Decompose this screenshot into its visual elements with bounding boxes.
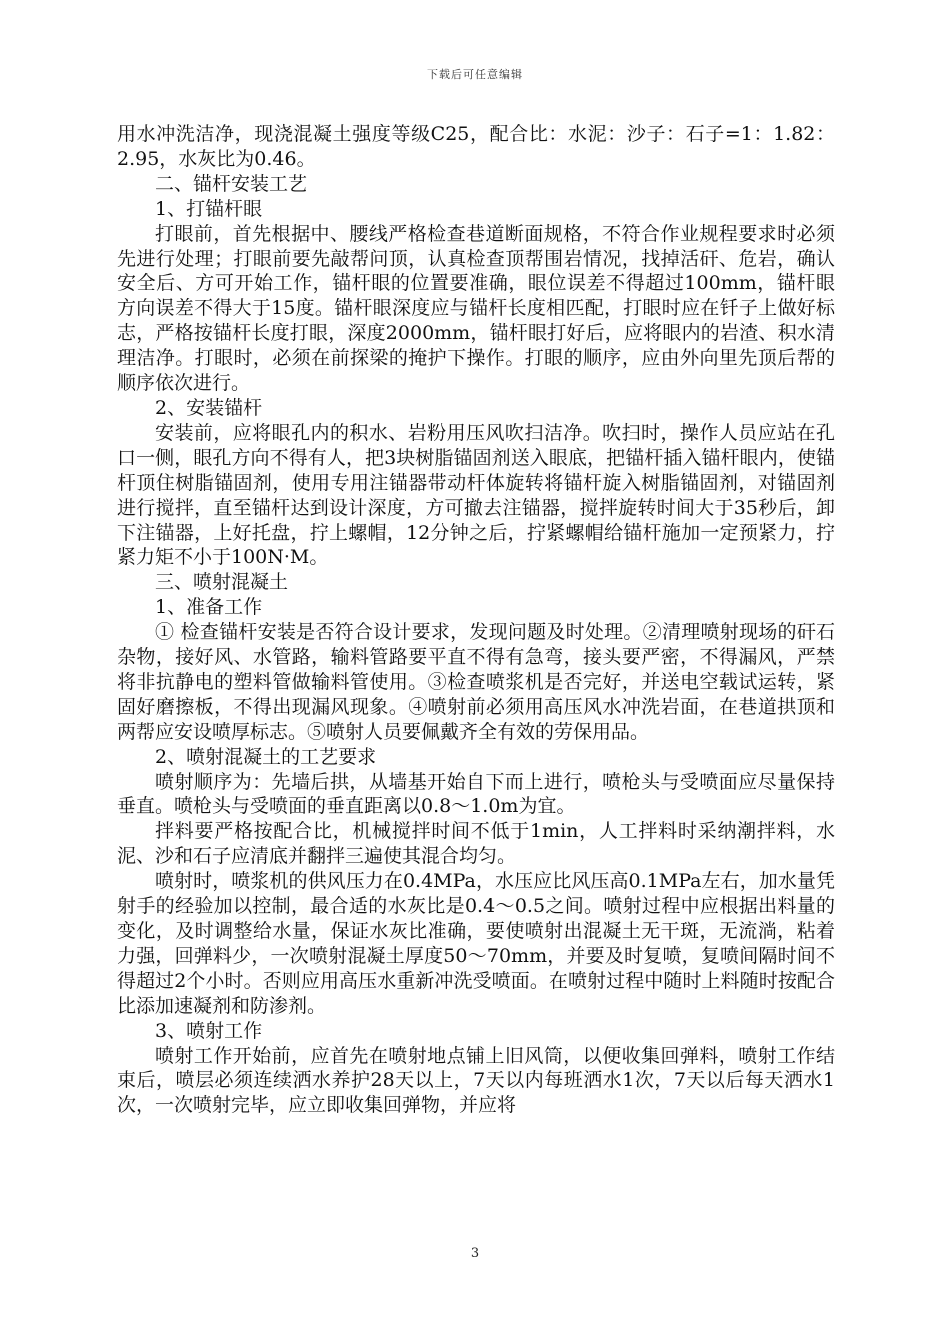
- paragraph: 安装前，应将眼孔内的积水、岩粉用压风吹扫洁净。吹扫时，操作人员应站在孔口一侧，眼孔方向不得有人，把3块树脂锚固剂送入眼底，把锚杆插入锚杆眼内，使锚杆顶住树脂锚固剂，使用专用注锚器带动杆体旋转将锚杆旋入树脂锚固剂，对锚固剂进行搅拌，直至锚杆达到设计深度，方可撤去注锚器，搅拌旋转时间大于35秒后，卸下注锚器，上好托盘，拧上螺帽，12分钟之后，拧紧螺帽给锚杆施加一定预紧力，拧紧力矩不小于100N·M。: [117, 421, 835, 569]
- page-header: 下载后可任意编辑: [427, 68, 523, 81]
- paragraph: 用水冲洗洁净，现浇混凝土强度等级C25，配合比：水泥：沙子：石子=1：1.82：2.95，水灰比为0.46。: [117, 123, 835, 170]
- paragraph: 喷射工作开始前，应首先在喷射地点铺上旧风筒，以便收集回弹料，喷射工作结束后，喷层必须连续洒水养护28天以上，7天以内每班洒水1次，7天以后每天洒水1次，一次喷射完毕，应立即收集回弹物，并应将: [117, 1044, 835, 1117]
- paragraph: 喷射时，喷浆机的供风压力在0.4MPa，水压应比风压高0.1MPa左右，加水量凭射手的经验加以控制，最合适的水灰比是0.4～0.5之间。喷射过程中应根据出料量的变化，及时调整给水量，保证水灰比准确，要使喷射出混凝土无干斑，无流淌，粘着力强，回弹料少，一次喷射混凝土厚度50～70mm，并要及时复喷，复喷间隔时间不得超过2个小时。否则应用高压水重新冲洗受喷面。在喷射过程中随时上料随时按配合比添加速凝剂和防渗剂。: [117, 870, 835, 1017]
- paragraph: ① 检查锚杆安装是否符合设计要求，发现问题及时处理。②清理喷射现场的矸石杂物，接好风、水管路，输料管路要平直不得有急弯，接头要严密，不得漏风，严禁将非抗静电的塑料管做输料管使用。③检查喷浆机是否完好，并送电空载试运转，紧固好磨擦板，不得出现漏风现象。④喷射前必须用高压风水冲洗岩面，在巷道拱顶和两帮应安设喷厚标志。⑤喷射人员要佩戴齐全有效的劳保用品。: [117, 621, 835, 743]
- page-number: 3: [470, 1246, 480, 1261]
- subsection-heading: 2、安装锚杆: [155, 396, 263, 419]
- section-heading: 三、喷射混凝土: [155, 571, 289, 594]
- document-body: [117, 122, 835, 1118]
- paragraph: 打眼前，首先根据中、腰线严格检查巷道断面规格，不符合作业规程要求时必须先进行处理；打眼前要先敲帮问顶，认真检查顶帮围岩情况，找掉活矸、危岩，确认安全后、方可开始工作，锚杆眼的位置要准确，眼位误差不得超过100mm，锚杆眼方向误差不得大于15度。锚杆眼深度应与锚杆长度相匹配，打眼时应在钎子上做好标志，严格按锚杆长度打眼，深度2000mm，锚杆眼打好后，应将眼内的岩渣、积水清理洁净。打眼时，必须在前探梁的掩护下操作。打眼的顺序，应由外向里先顶后帮的顺序依次进行。: [117, 222, 835, 395]
- section-heading: 二、锚杆安装工艺: [155, 172, 308, 195]
- subsection-heading: 3、喷射工作: [155, 1019, 263, 1042]
- paragraph: 喷射顺序为：先墙后拱，从墙基开始自下而上进行，喷枪头与受喷面应尽量保持垂直。喷枪头与受喷面的垂直距离以0.8～1.0m为宜。: [117, 770, 835, 818]
- subsection-heading: 1、打锚杆眼: [155, 197, 263, 220]
- subsection-heading: 1、准备工作: [155, 596, 263, 619]
- subsection-heading: 2、喷射混凝土的工艺要求: [155, 745, 377, 768]
- paragraph: 拌料要严格按配合比，机械搅拌时间不低于1min，人工拌料时采纳潮拌料，水泥、沙和石子应清底并翻拌三遍使其混合均匀。: [117, 820, 835, 868]
